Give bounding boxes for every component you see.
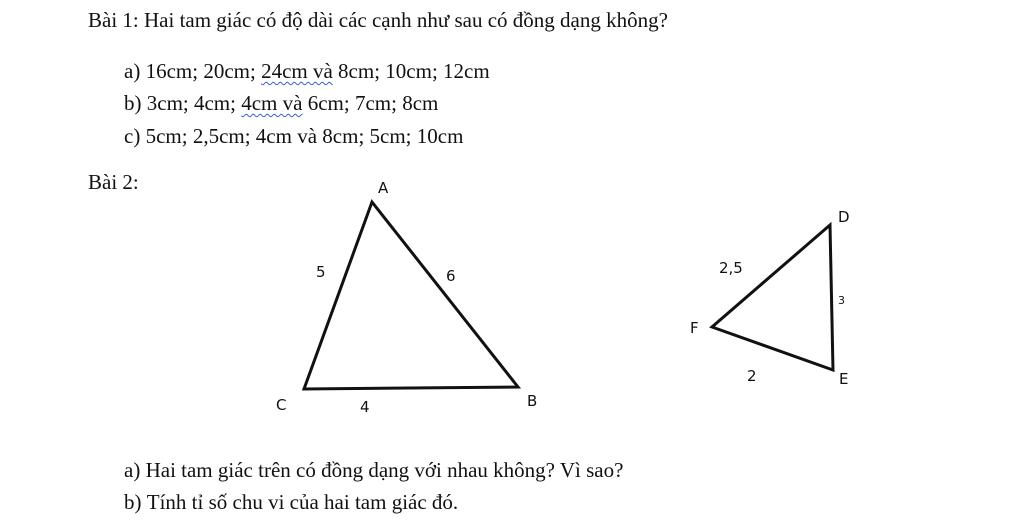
question-text: Tính tỉ số chu vi của hai tam giác đó. [146,490,459,514]
item-text: 3cm; 4cm; [146,91,242,115]
vertex-d-label: D [838,208,850,226]
side-ac-label: 5 [316,263,326,281]
side-de-label: 3 [838,294,845,307]
vertex-b-label: B [527,392,538,410]
vertex-a-label: A [378,179,389,197]
question-marker: a) [124,458,141,482]
bai2-title: Bài 2: [88,170,139,194]
bai2-question-b [124,490,458,515]
item-text: 16cm; 20cm; [145,59,262,83]
triangle-abc [304,202,518,389]
side-cb-label: 4 [360,398,370,416]
side-fe-label: 2 [747,367,757,385]
item-text-underlined: 24cm và [261,59,333,83]
vertex-f-label: F [690,319,699,337]
item-marker: c) [124,124,141,148]
item-text-underlined: 4cm và [241,91,303,115]
bai1-title: Bài 1: Hai tam giác có độ dài các cạnh như sau có đồng dạng không? [88,8,668,32]
item-text: 8cm; 10cm; 12cm [332,59,490,83]
item-marker: a) [124,59,141,83]
triangle-def [712,225,833,370]
item-text: 5cm; 2,5cm; 4cm và 8cm; 5cm; 10cm [145,124,464,148]
side-fd-label: 2,5 [719,259,743,277]
side-ab-label: 6 [446,267,456,285]
vertex-e-label: E [839,370,849,388]
vertex-c-label: C [276,396,287,414]
question-text: Hai tam giác trên có đồng dạng với nhau không? Vì sao? [145,458,624,482]
item-text: 6cm; 7cm; 8cm [302,91,439,115]
question-marker: b) [124,490,142,514]
item-marker: b) [124,91,142,115]
bai2-question-a [124,458,623,483]
